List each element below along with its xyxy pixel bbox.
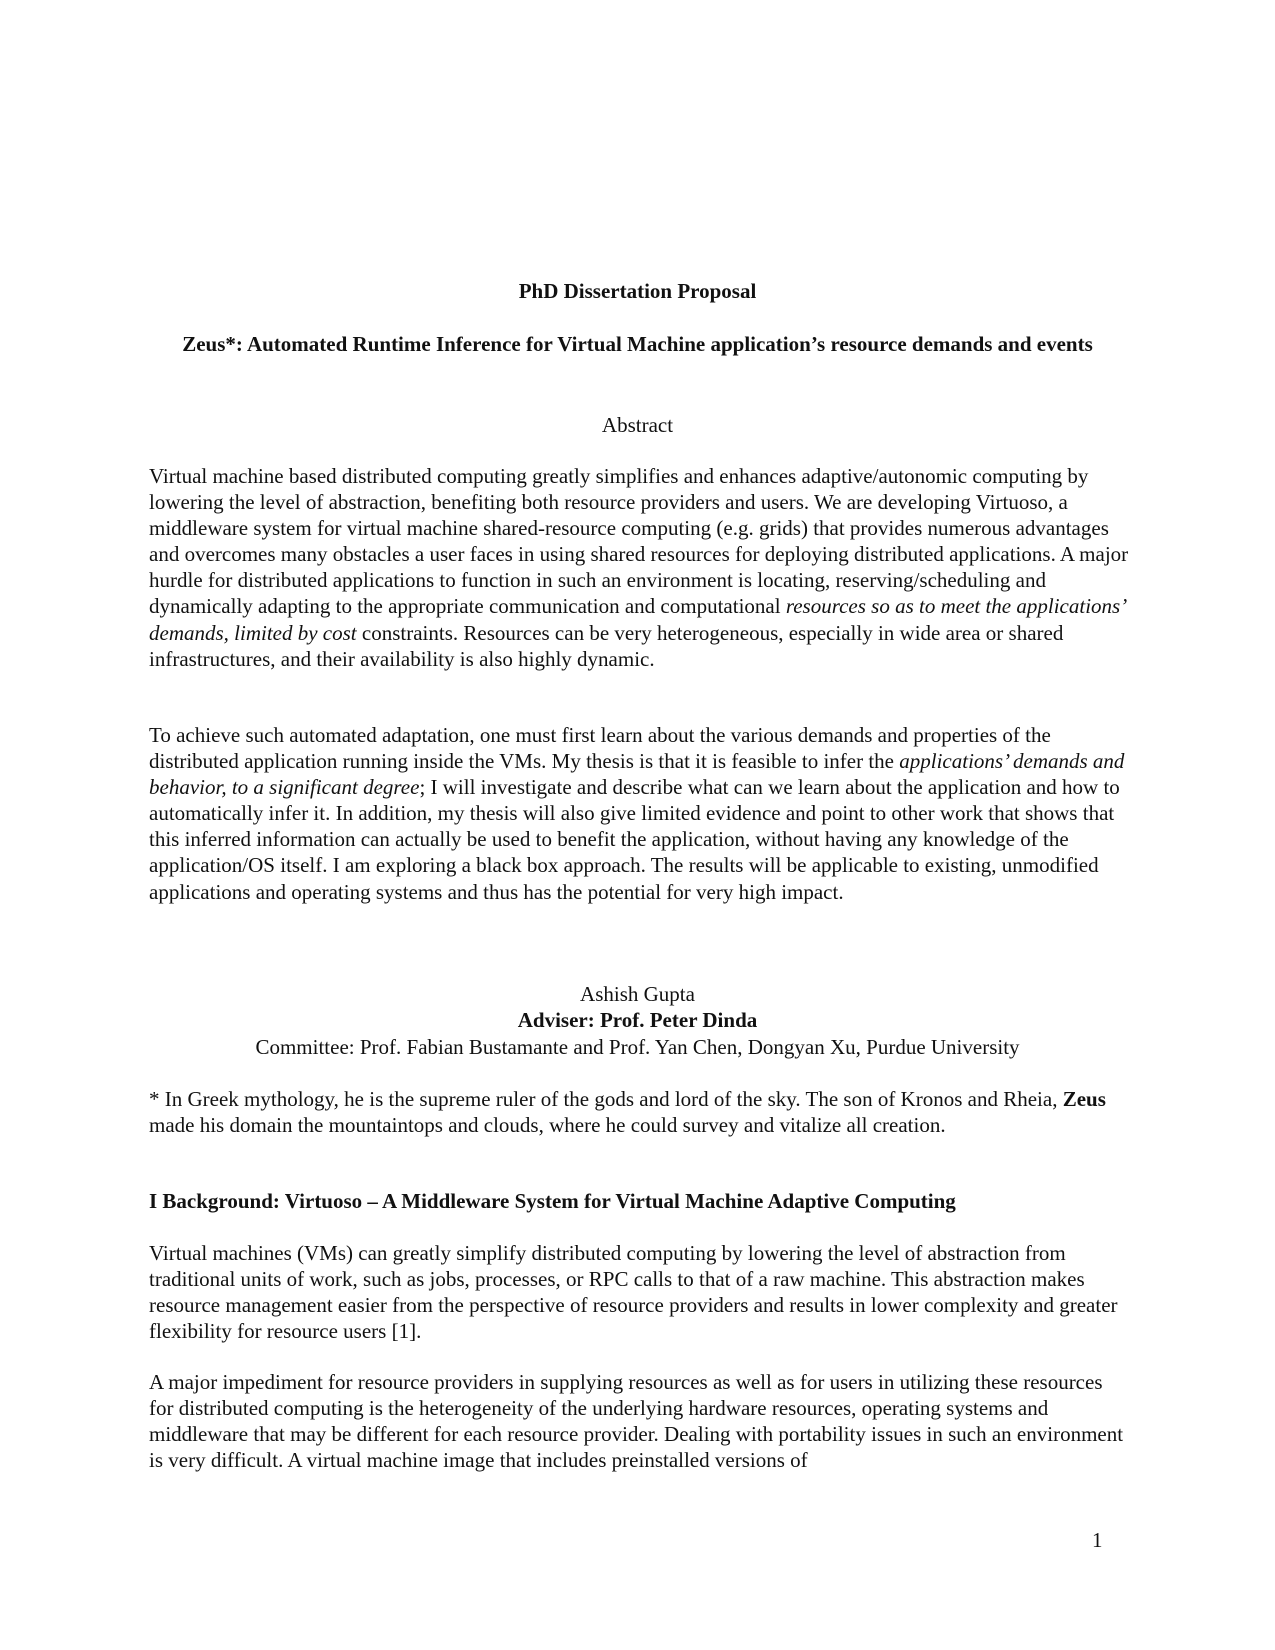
document-title: PhD Dissertation Proposal — [518, 279, 757, 303]
document-subtitle: Zeus*: Automated Runtime Inference for Virtual Machine application’s resource demands and events — [182, 332, 1093, 356]
footnote-bold: Zeus — [1062, 1087, 1106, 1111]
abstract-p2-text-b: ; I will investigate and describe what can we learn about the application and how to automatically infer it. In addition, my thesis will also give limited evidence and point to other work that shows that this inferred information can actually be used to benefit the application, without having any knowledge of the application/OS itself. I am exploring a black box approach. The results will be applicable to existing, unmodified applications and operating systems and thus has the potential for very high impact. — [149, 775, 1120, 904]
abstract-paragraph-1 — [149, 463, 1129, 672]
footnote-zeus — [149, 1086, 1129, 1138]
page-number: 1 — [1092, 1528, 1103, 1552]
author-name: Ashish Gupta — [580, 982, 695, 1006]
section-heading: I Background: Virtuoso – A Middleware System for Virtual Machine Adaptive Computing — [149, 1189, 956, 1213]
abstract-p1-text-b: constraints. Resources can be very heterogeneous, especially in wide area or shared infrastructures, and their availability is also highly dynamic. — [149, 620, 1064, 671]
section-paragraph-2: A major impediment for resource providers in supplying resources as well as for users in utilizing these resources for distributed computing is the heterogeneity of the underlying hardware resources, operating systems and middleware that may be different for each resource provider. Dealing with portability issues in such an environment is very difficult. A virtual machine image that includes preinstalled versions of — [149, 1370, 1124, 1473]
committee-line: Committee: Prof. Fabian Bustamante and Prof. Yan Chen, Dongyan Xu, Purdue University — [255, 1035, 1020, 1059]
abstract-heading: Abstract — [601, 413, 674, 437]
abstract-p1-italic: resources so as to meet the applications’ demands, limited by cost — [149, 594, 1125, 645]
abstract-p2-text-a: To achieve such automated adaptation, one must first learn about the various demands and properties of the distributed application running inside the VMs. My thesis is that it is feasible to infer the — [149, 723, 1051, 774]
footnote-text-b: made his domain the mountaintops and clouds, where he could survey and vitalize all creation. — [149, 1113, 946, 1138]
abstract-paragraph-2 — [149, 722, 1129, 905]
abstract-p2-italic: applications’ demands and behavior, to a significant degree — [149, 749, 1125, 800]
abstract-p1-text-a: Virtual machine based distributed computing greatly simplifies and enhances adaptive/autonomic computing by lowering the level of abstraction, benefiting both resource providers and users. We are developing Virtuoso, a middleware system for virtual machine shared-resource computing (e.g. grids) that provides numerous advantages and overcomes many obstacles a user faces in using shared resources for deploying distributed applications. A major hurdle for distributed applications to function in such an environment is locating, reserving/scheduling and dynamically adapting to the appropriate communication and computational — [149, 464, 1129, 619]
footnote-text-a: * In Greek mythology, he is the supreme ruler of the gods and lord of the sky. The son of Kronos and Rheia, — [149, 1087, 1063, 1111]
section-paragraph-1: Virtual machines (VMs) can greatly simplify distributed computing by lowering the level of abstraction from traditional units of work, such as jobs, processes, or RPC calls to that of a raw machine. This abstraction makes resource management easier from the perspective of resource providers and results in lower complexity and greater flexibility for resource users [1]. — [149, 1241, 1118, 1344]
adviser-line: Adviser: Prof. Peter Dinda — [517, 1008, 758, 1032]
